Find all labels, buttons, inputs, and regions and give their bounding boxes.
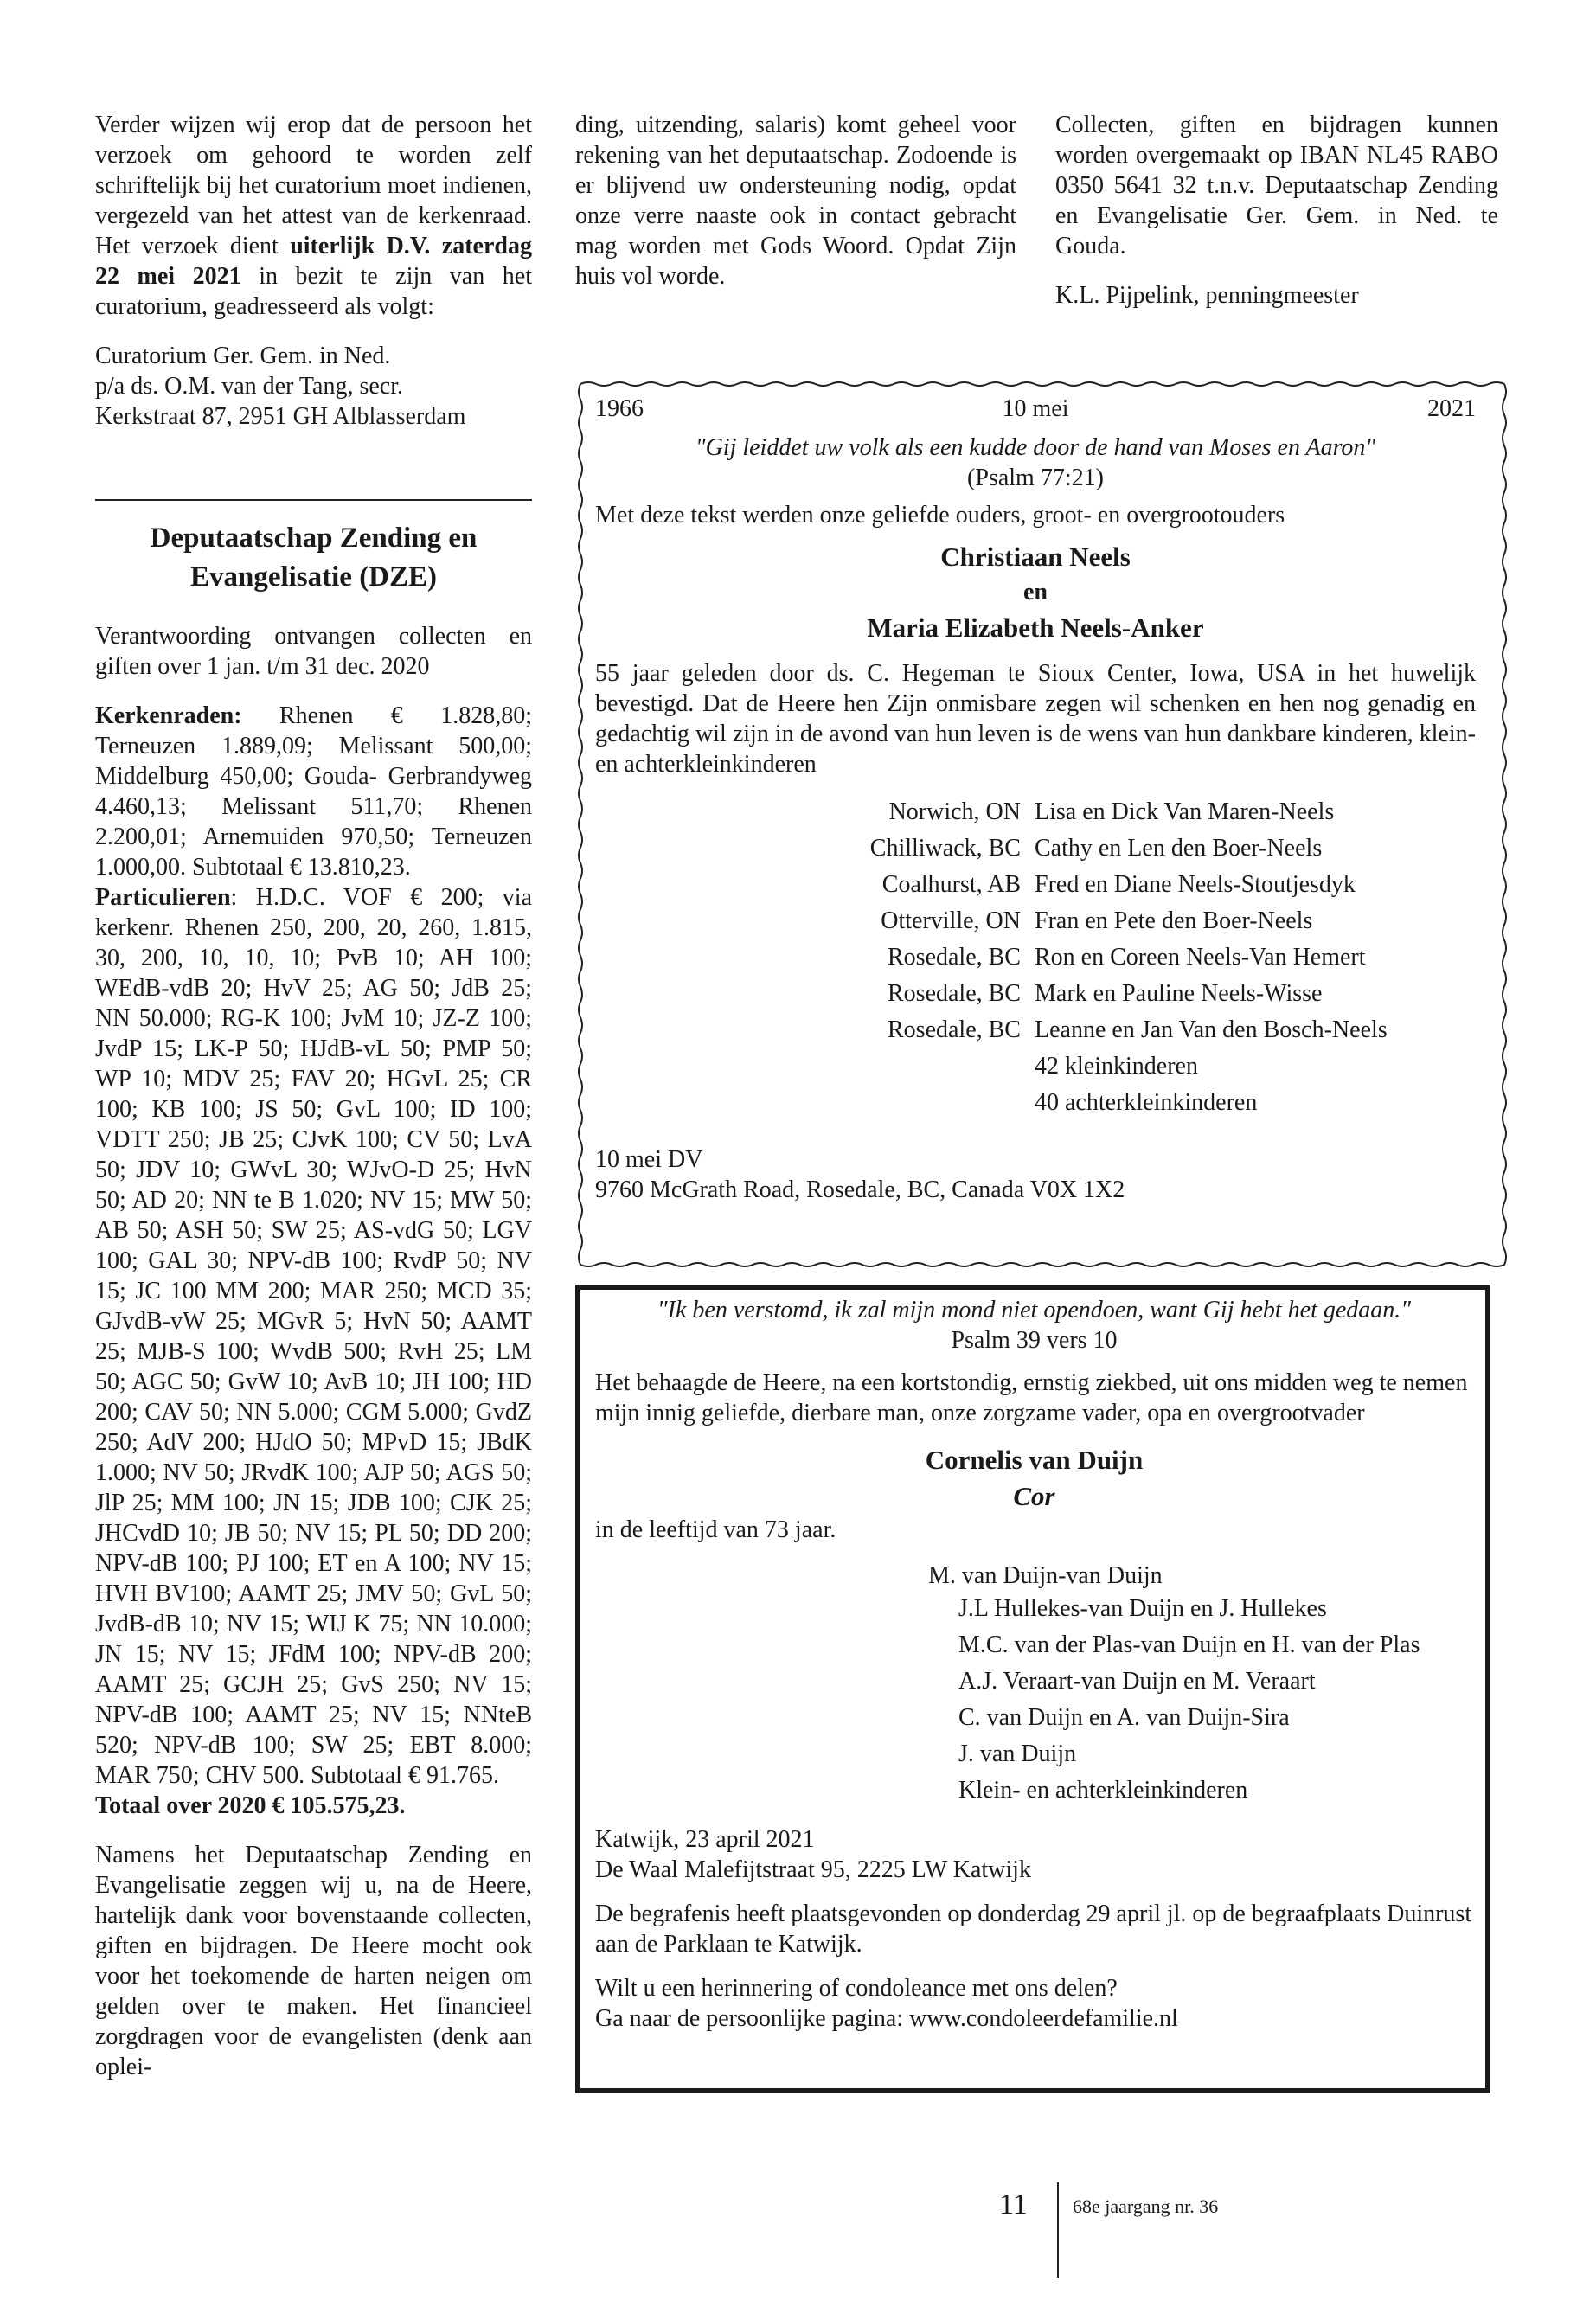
funeral-notice: De begrafenis heeft plaatsgevonden op donderdag 29 april jl. op de begraafplaats Duinrust aan de Parklaan te Katwijk. <box>595 1900 1472 1958</box>
family-member: C. van Duijn en A. van Duijn-Sira <box>958 1704 1290 1731</box>
anniversary-date: 10 mei <box>1002 395 1069 422</box>
widow-name: M. van Duijn-van Duijn <box>928 1562 1163 1589</box>
anniversary-announcement <box>595 394 1476 1205</box>
curatorium-request-text: Verder wijzen wij erop dat de persoon het verzoek om gehoord te worden zelf schriftelijk bij het curatorium moet indienen, vergezeld van het attest van de kerkenraad. Het verzoek dient uiterlijk D.V. zaterdag 22 mei 2021 in bezit te zijn van het curatorium, geadresseerd als volgt: <box>95 112 532 320</box>
total-line: Totaal over 2020 € 105.575,23. <box>95 1792 406 1819</box>
obituary-intro: Het behaagde de Heere, na een kortstondig, ernstig ziekbed, uit ons midden weg te nemen mijn innig geliefde, dierbare man, onze zorgzame vader, opa en overgrootvader <box>595 1369 1468 1426</box>
child-row <box>595 830 1388 866</box>
left-column-intro <box>95 110 532 432</box>
child-row <box>595 1011 1388 1048</box>
place-date: Katwijk, 23 april 2021 <box>595 1826 815 1853</box>
child-names: Cathy en Len den Boer-Neels <box>1035 834 1323 862</box>
bible-quote: "Gij leiddet uw volk als een kudde door de hand van Moses en Aaron" <box>695 434 1376 461</box>
particulieren-paragraph: Particulieren: H.D.C. VOF € 200; via kerkenr. Rhenen 250, 200, 20, 260, 1.815, 30, 200, 10, 10, 10; PvB 10; AH 100; WEdB-vdB 20; HvV 25; AG 50; JdB 25; NN 50.000; RG-K 100; JvM 10; JZ-Z 100; JvdP 15; LK-P 50; HJdB-vL 50; PMP 50; WP 10; MDV 25; FAV 20; HGvL 25; CR 100; KB 100; JS 50; GvL 100; ID 100; VDTT 250; JB 25; CJvK 100; CV 50; LvA 50; JDV 10; GWvL 30; WJvO-D 25; HvN 50; AD 20; NN te B 1.020; NV 15; MW 50; AB 50; ASH 50; SW 25; AS-vdG 50; LGV 100; GAL 30; NPV-dB 100; RvdP 50; NV 15; JC 100 MM 200; MAR 250; MCD 35; GJvdB-vW 25; MGvR 5; HvN 50; AAMT 25; MJB-S 100; WvdB 500; RvH 25; LM 50; AGC 50; GvW 10; AvB 10; JH 100; HD 200; CAV 50; NN 5.000; CGM 5.000; GvdZ 250; AdV 200; HJdO 50; MPvD 15; JBdK 1.000; NV 50; JRvdK 100; AJP 50; AGS 50; JlP 25; MM 100; JN 15; JDB 100; CJK 25; JHCvdD 10; JB 50; NV 15; PL 50; DD 200; NPV-dB 100; PJ 100; ET en A 100; NV 15; HVH BV100; AAMT 25; JMV 50; GvL 50; JvdB-dB 10; NV 15; WIJ K 75; NN 10.000; JN 15; NV 15; JFdM 100; NPV-dB 200; AAMT 25; GCJH 25; GvS 250; NV 15; NPV-dB 100; AAMT 25; NV 15; NNteB 520; NPV-dB 100; SW 25; EBT 8.000; MAR 750; CHV 500. Subtotaal € 91.765. <box>95 884 532 1789</box>
intro-text: Met deze tekst werden onze geliefde ouders, groot- en overgrootouders <box>595 502 1285 529</box>
condolence-question: Wilt u een herinnering of condoleance met ons delen? <box>595 1975 1118 2002</box>
page-number: 11 <box>999 2189 1028 2221</box>
child-names: Fran en Pete den Boer-Neels <box>1035 907 1313 934</box>
year-start: 1966 <box>595 395 644 422</box>
children-list <box>595 793 1388 1120</box>
child-row <box>595 793 1388 830</box>
issue-label: 68e jaargang nr. 36 <box>1073 2195 1219 2217</box>
child-city: Chilliwack, BC <box>869 834 1021 862</box>
family-member: A.J. Veraart-van Duijn en M. Veraart <box>958 1668 1316 1695</box>
anniversary-footer-date: 10 mei DV <box>595 1146 703 1173</box>
right-column-text <box>1055 110 1498 311</box>
child-city <box>595 1084 1035 1120</box>
husband-name: Christiaan Neels <box>940 542 1131 572</box>
child-city: Rosedale, BC <box>888 979 1021 1007</box>
section-title: Deputaatschap Zending en Evangelisatie (DZE) <box>150 522 478 593</box>
child-city <box>595 1048 1035 1084</box>
child-names: Fred en Diane Neels-Stoutjesdyk <box>1035 870 1356 898</box>
family-member: J. van Duijn <box>958 1740 1077 1767</box>
child-city: Rosedale, BC <box>888 1016 1021 1043</box>
anniversary-footer-address: 9760 McGrath Road, Rosedale, BC, Canada V0X 1X2 <box>595 1176 1125 1203</box>
deadline-text: uiterlijk D.V. zaterdag 22 mei 2021 <box>95 233 532 290</box>
and-text: en <box>1023 579 1048 606</box>
child-row <box>595 1048 1388 1084</box>
child-names: Ron en Coreen Neels-Van Hemert <box>1035 943 1366 971</box>
kerkenraden-paragraph: Kerkenraden: Rhenen € 1.828,80; Terneuzen 1.889,09; Melissant 500,00; Middelburg 450,00; Gouda- Gerbrandyweg 4.460,13; Melissant 511,70; Rhenen 2.200,01; Arnemuiden 970,50; Terneuzen 1.000,00. Subtotaal € 13.810,23. <box>95 702 532 881</box>
address-line: Kerkstraat 87, 2951 GH Alblasserdam <box>95 403 466 430</box>
section-divider <box>95 499 532 501</box>
closing-paragraph: Namens het Deputaatschap Zending en Evangelisatie zeggen wij u, na de Heere, hartelijk dank voor bovenstaande collecten, giften en bijdragen. De Heere mocht ook voor het toekomende de harten neigen om gelden over te maken. Het financieel zorgdragen voor de evangelisten (denk aan oplei- <box>95 1842 532 2080</box>
treasurer-signature: K.L. Pijpelink, penningmeester <box>1055 282 1359 309</box>
address-line: p/a ds. O.M. van der Tang, secr. <box>95 373 404 400</box>
child-row <box>595 1084 1388 1120</box>
condolence-link[interactable]: Ga naar de persoonlijke pagina: www.condoleerdefamilie.nl <box>595 2005 1178 2032</box>
year-end: 2021 <box>1427 395 1476 422</box>
child-names: Mark en Pauline Neels-Wisse <box>1035 979 1323 1007</box>
child-row <box>595 902 1388 939</box>
family-list <box>595 1591 1473 1809</box>
child-names: 40 achterkleinkinderen <box>1035 1088 1258 1116</box>
child-names: Lisa en Dick Van Maren-Neels <box>1035 798 1335 825</box>
family-member: M.C. van der Plas-van Duijn en H. van der Plas <box>958 1631 1420 1658</box>
deceased-name: Cornelis van Duijn <box>925 1445 1144 1475</box>
family-member: Klein- en achterkleinkinderen <box>958 1777 1248 1804</box>
child-names: 42 kleinkinderen <box>1035 1052 1198 1080</box>
child-row <box>595 866 1388 902</box>
deceased-age: in de leeftijd van 73 jaar. <box>595 1516 836 1543</box>
obituary-quote: "Ik ben verstomd, ik zal mijn mond niet opendoen, want Gij hebt het gedaan." <box>657 1297 1412 1324</box>
family-address: De Waal Malefijtstraat 95, 2225 LW Katwijk <box>595 1856 1031 1883</box>
family-member: J.L Hullekes-van Duijn en J. Hullekes <box>958 1595 1327 1622</box>
child-city: Coalhurst, AB <box>881 870 1021 898</box>
obituary-quote-reference: Psalm 39 vers 10 <box>951 1327 1118 1354</box>
child-city: Otterville, ON <box>881 907 1021 934</box>
footer-divider <box>1057 2182 1059 2278</box>
dze-account-column <box>95 621 532 2082</box>
quote-reference: (Psalm 77:21) <box>967 465 1104 491</box>
child-row <box>595 975 1388 1011</box>
address-line: Curatorium Ger. Gem. in Ned. <box>95 343 391 369</box>
date-header <box>595 394 1476 424</box>
anniversary-body: 55 jaar geleden door ds. C. Hegeman te Sioux Center, Iowa, USA in het huwelijk bevestigd. Dat de Heere hen Zijn onmisbare zegen wil schenken en hen nog genadig en gedachtig wil zijn in de avond van hun leven is de wens van hun dankbare kinderen, klein- en achterkleinkinderen <box>595 660 1476 778</box>
child-row <box>595 939 1388 975</box>
child-city: Norwich, ON <box>888 798 1021 825</box>
child-names: Leanne en Jan Van den Bosch-Neels <box>1035 1016 1388 1043</box>
middle-column-text: ding, uitzending, salaris) komt geheel voor rekening van het deputaatschap. Zodoende is er blijvend uw ondersteuning nodig, opdat onze verre naaste ook in contact gebracht mag worden met Gods Woord. Opdat Zijn huis vol worde. <box>575 112 1016 290</box>
obituary-announcement <box>595 1295 1473 2034</box>
deceased-nickname: Cor <box>1013 1481 1055 1511</box>
wife-name: Maria Elizabeth Neels-Anker <box>867 612 1204 643</box>
iban-paragraph: Collecten, giften en bijdragen kunnen worden overgemaakt op IBAN NL45 RABO 0350 5641 32 t.n.v. Deputaatschap Zending en Evangelisatie Ger. Gem. in Ned. te Gouda. <box>1055 112 1498 260</box>
section-subtitle: Verantwoording ontvangen collecten en giften over 1 jan. t/m 31 dec. 2020 <box>95 623 532 680</box>
child-city: Rosedale, BC <box>888 943 1021 971</box>
